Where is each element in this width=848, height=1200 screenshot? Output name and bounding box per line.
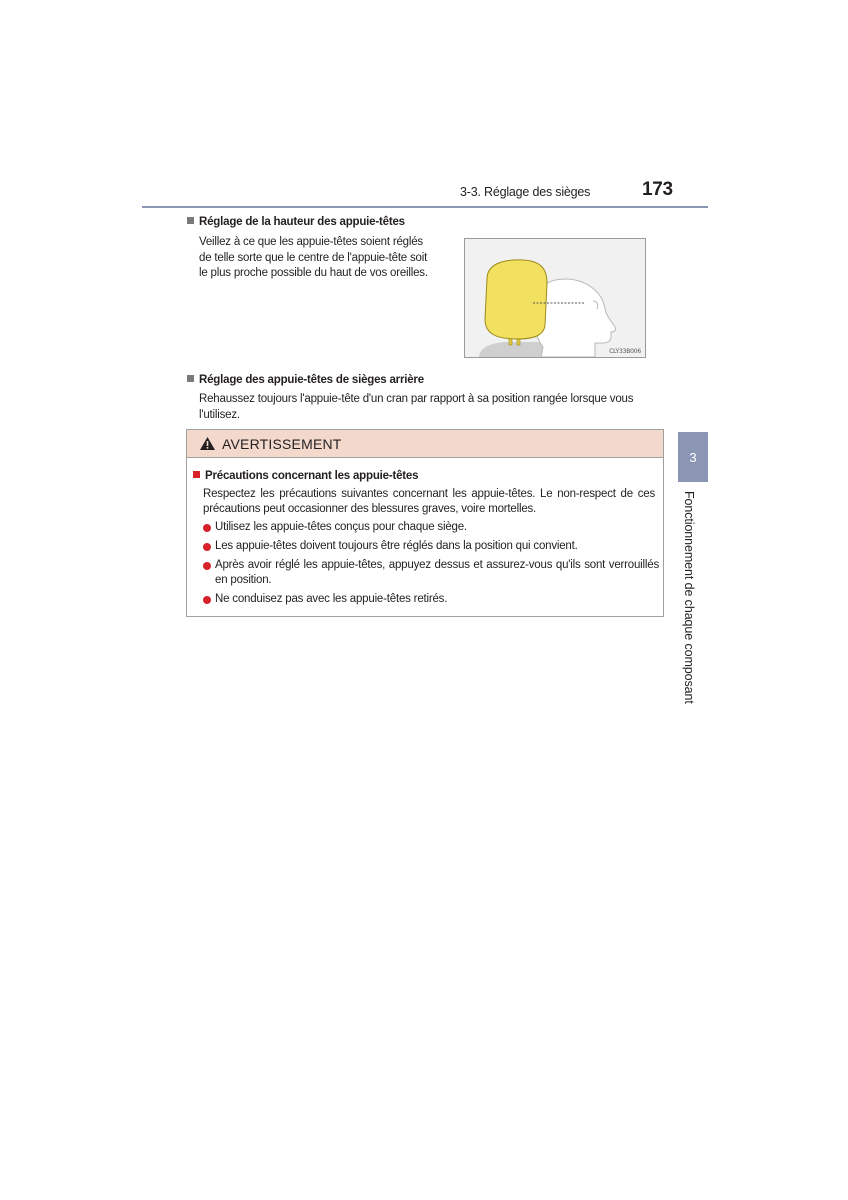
figure-code: CLY33B006 [609, 348, 641, 355]
rear-headrest-heading-text: Réglage des appuie-têtes de sièges arrière [199, 374, 424, 386]
chapter-tab [678, 432, 708, 482]
warning-title: AVERTISSEMENT [222, 435, 342, 452]
chapter-label: Fonctionnement de chaque composant [682, 491, 696, 704]
red-dot-icon [203, 524, 211, 532]
warning-triangle-icon [199, 436, 216, 451]
bullet-text: Utilisez les appuie-têtes conçus pour chaque siège. [215, 521, 467, 533]
headrest-height-text [199, 235, 449, 282]
warning-subheading-text: Précautions concernant les appuie-têtes [205, 470, 419, 482]
red-dot-icon [203, 562, 211, 570]
warning-bullets [203, 520, 659, 611]
rear-headrest-text: Rehaussez toujours l'appuie-tête d'un cran par rapport à sa position rangée lorsque vous l'utilisez. [199, 393, 634, 421]
text-line: de telle sorte que le centre de l'appuie-tête soit [199, 251, 428, 264]
red-dot-icon [203, 596, 211, 604]
warning-subheading [193, 470, 418, 482]
warning-box [186, 429, 664, 617]
square-bullet-icon [187, 217, 194, 224]
red-square-icon [193, 471, 200, 478]
headrest-height-heading [187, 216, 405, 228]
header-rule [142, 206, 708, 208]
warning-header [187, 430, 663, 458]
text-line: le plus proche possible du haut de vos oreilles. [199, 267, 428, 279]
list-item [203, 539, 659, 554]
headrest-illustration [465, 239, 645, 357]
list-item [203, 520, 659, 535]
rear-headrest-heading [187, 374, 424, 386]
bullet-text: Les appuie-têtes doivent toujours être réglés dans la position qui convient. [215, 540, 578, 552]
bullet-text: Après avoir réglé les appuie-têtes, appuyez dessus et assurez-vous qu'ils sont verrouillés en position. [215, 559, 659, 586]
bullet-text: Ne conduisez pas avec les appuie-têtes retirés. [215, 593, 448, 605]
section-title: 3-3. Réglage des sièges [460, 185, 591, 199]
square-bullet-icon [187, 375, 194, 382]
headrest-figure [464, 238, 646, 358]
text-line: Veillez à ce que les appuie-têtes soient réglés [199, 236, 423, 248]
warning-text: Respectez les précautions suivantes concernant les appuie-têtes. Le non-respect de ces précautions peut occasionner des blessures graves, voire mortelles. [203, 488, 655, 515]
red-dot-icon [203, 543, 211, 551]
list-item [203, 558, 659, 588]
list-item [203, 592, 659, 607]
chapter-number: 3 [689, 449, 697, 465]
headrest-height-heading-text: Réglage de la hauteur des appuie-têtes [199, 216, 405, 228]
page-number: 173 [642, 179, 673, 200]
